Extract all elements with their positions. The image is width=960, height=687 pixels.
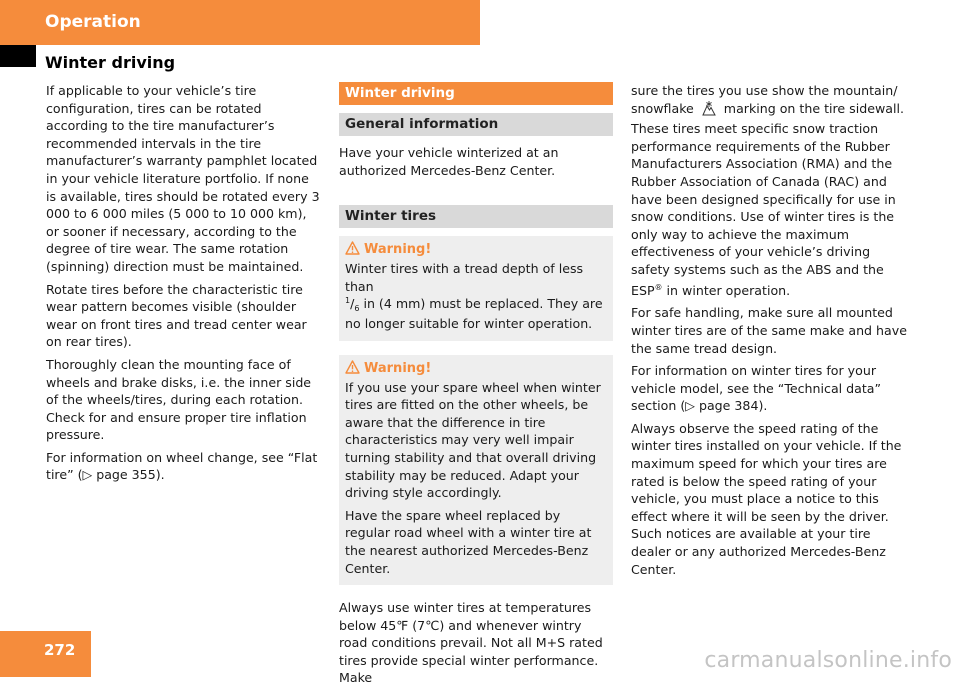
paragraph-temperatures: Always use winter tires at temperatures below 45℉ (7℃) and whenever wintry road conditions prevail. Not all M+S rated tires provide special winter performance. Make: [339, 600, 603, 686]
warning-title-text: Warning!: [364, 242, 432, 258]
section-title: Winter driving: [45, 53, 176, 72]
fraction-slash: /: [350, 296, 355, 312]
text-part-a: sure the tires you use show the mountain/ snowflake: [631, 83, 898, 116]
warning-text-before: Winter tires with a tread depth of less than: [345, 261, 584, 294]
paragraph-wheel-change: For information on wheel change, see “Flat tire” (▷ page 355).: [46, 449, 318, 483]
warning-title: [345, 240, 607, 260]
warning-text-tread-depth: [345, 260, 607, 332]
mountain-snowflake-icon: [702, 100, 716, 121]
text-part-c: in winter operation.: [662, 282, 791, 298]
warning-text-replace-spare: Have the spare wheel replaced by regular road wheel with a winter tire at the nearest authorized Mercedes-Benz Center.: [345, 507, 592, 576]
chapter-title: Operation: [45, 12, 141, 32]
paragraph-rotation: If applicable to your vehicle’s tire configuration, tires can be rotated according to the tire manufacturer’s recommended intervals in the tire manufacturer’s warranty pamphlet located in your vehicle literature portfolio. If none is available, tires should be rotated every 3 000 to 6 000 miles (5 000 to 10 000 km), or sooner if necessary, according to the degree of tire wear. The same rotation (spinning) direction must be maintained.: [46, 83, 320, 274]
fraction-numerator: 1: [345, 296, 351, 306]
section-marker: [0, 45, 36, 67]
paragraph-safe-handling: For safe handling, make sure all mounted winter tires are of the same make and have the same tread design.: [631, 305, 907, 356]
page-number-tab: [0, 631, 91, 677]
fraction-denominator: 6: [354, 304, 360, 314]
paragraph-cleaning: Thoroughly clean the mounting face of wheels and brake disks, i.e. the inner side of the wheels/tires, during each rotation. Check for and ensure proper tire inflation pressure.: [46, 356, 312, 443]
column-right: [631, 82, 909, 583]
page-number: 272: [44, 641, 76, 659]
warning-box-tread-depth: [339, 236, 613, 340]
chapter-tab: [0, 0, 480, 45]
warning-text-spare-wheel: If you use your spare wheel when winter tires are fitted on the other wheels, be aware that the difference in tire characteristics may very well impair turning stability and that overall driving stability may be reduced. Adapt your driving style accordingly.: [345, 379, 601, 501]
paragraph-speed-rating: Always observe the speed rating of the winter tires installed on your vehicle. If the maximum speed for which your tires are rated is below the speed rating of your vehicle, you must place a notice to this effect where it will be seen by the driver. Such notices are available at your tire dealer or any authorized Mercedes-Benz Center.: [631, 420, 902, 577]
general-information-heading: General information: [339, 113, 613, 136]
warning-title-text: Warning!: [364, 360, 432, 376]
warning-triangle-icon: [345, 360, 360, 374]
paragraph-snowflake-marking: [631, 82, 909, 299]
winter-tires-heading: Winter tires: [339, 205, 613, 228]
general-information-text: Have your vehicle winterized at an authorized Mercedes-Benz Center.: [339, 145, 559, 178]
text-part-b: marking on the tire sidewall. These tires meet specific snow traction performance requirements of the Rubber Manufacturers Association (RMA) and the Rubber Association of Canada (RAC) and have been designed specifically for use in snow conditions. Use of winter tires is the only way to achieve the maximum effectiveness of your vehicle’s driving safety systems such as the ABS and the ESP: [631, 100, 905, 298]
paragraph-technical-data: For information on winter tires for your vehicle model, see the “Technical data” section (▷ page 384).: [631, 363, 882, 414]
registered-mark: ®: [654, 282, 663, 292]
column-left: [46, 82, 322, 489]
warning-text-after: in (4 mm) must be replaced. They are no longer suitable for winter operation.: [345, 296, 603, 331]
winter-driving-heading: Winter driving: [339, 82, 613, 105]
watermark-text: carmanualsonline.info: [704, 648, 952, 673]
warning-box-spare-wheel: [339, 355, 613, 586]
warning-title: [345, 359, 607, 379]
column-middle: [339, 82, 613, 687]
paragraph-wear-pattern: Rotate tires before the characteristic tire wear pattern becomes visible (shoulder wear on front tires and tread center wear on rear tires).: [46, 281, 307, 350]
warning-triangle-icon: [345, 241, 360, 255]
